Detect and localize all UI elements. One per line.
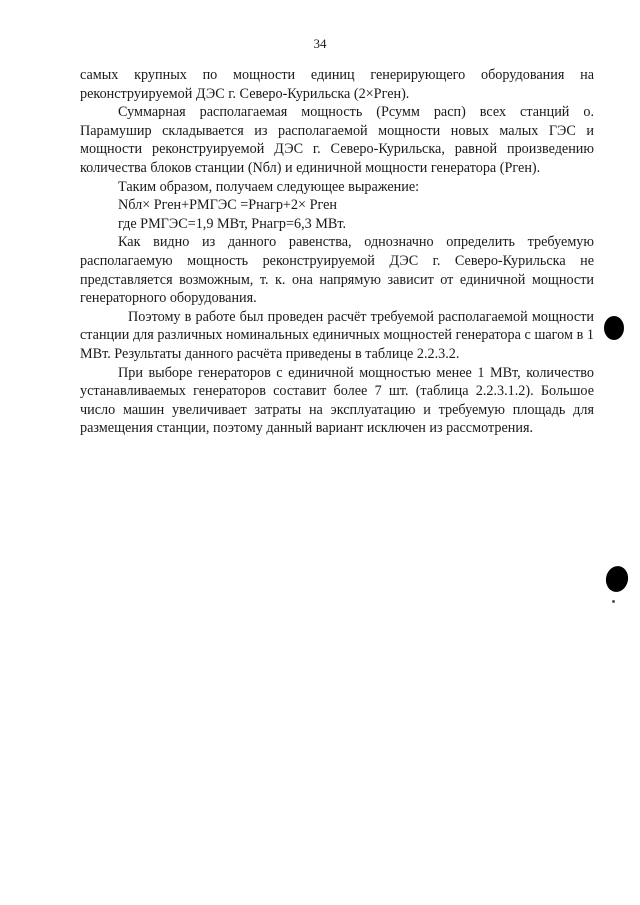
scan-speck [612, 600, 615, 603]
formula-where: где PМГЭС=1,9 МВт, Pнагр=6,3 МВт. [118, 215, 347, 232]
paragraph-total-capacity: Суммарная располагаемая мощность (Pсумм расп) всех станций о. Парамушир складывается из располагаемой мощности новых малых ГЭС и мощности реконструируемой ДЭС г. Северо-Курильска, равной произведению количества блоков станции (Nбл) и единичной мощности генератора (Pген). [80, 104, 594, 176]
formula: Nбл× Pген+PМГЭС =Pнагр+2× Pген [118, 197, 337, 214]
paragraph-expression-intro: Таким образом, получаем следующее выражение: [118, 178, 420, 195]
punch-hole-mark [604, 316, 624, 340]
paragraph-calculation: Поэтому в работе был проведен расчёт требуемой располагаемой мощности станции для различных номинальных единичных мощностей генератора с шагом в 1 МВт. Результаты данного расчёта приведены в таблице 2.2.3.2. [80, 308, 594, 362]
paragraph-equality-analysis: Как видно из данного равенства, однозначно определить требуемую располагаемую мощность реконструируемой ДЭС г. Северо-Курильска не представляется возможным, т. к. она напрямую зависит от единичной мощности генераторного оборудования. [80, 234, 594, 307]
paragraph-generator-choice: При выборе генераторов с единичной мощностью менее 1 МВт, количество устанавливаемых генераторов составит более 7 шт. (таблица 2.2.3.1.2). Большое число машин увеличивает затраты на эксплуатацию и требуемую площадь для размещения станции, поэтому данный вариант исключен из рассмотрения. [80, 364, 594, 437]
document-body [80, 66, 594, 438]
page-number: 34 [313, 36, 327, 51]
punch-hole-mark [604, 564, 631, 594]
paragraph-continuation: самых крупных по мощности единиц генерирующего оборудования на реконструируемой ДЭС г. Северо-Курильска (2×Pген). [80, 67, 594, 102]
